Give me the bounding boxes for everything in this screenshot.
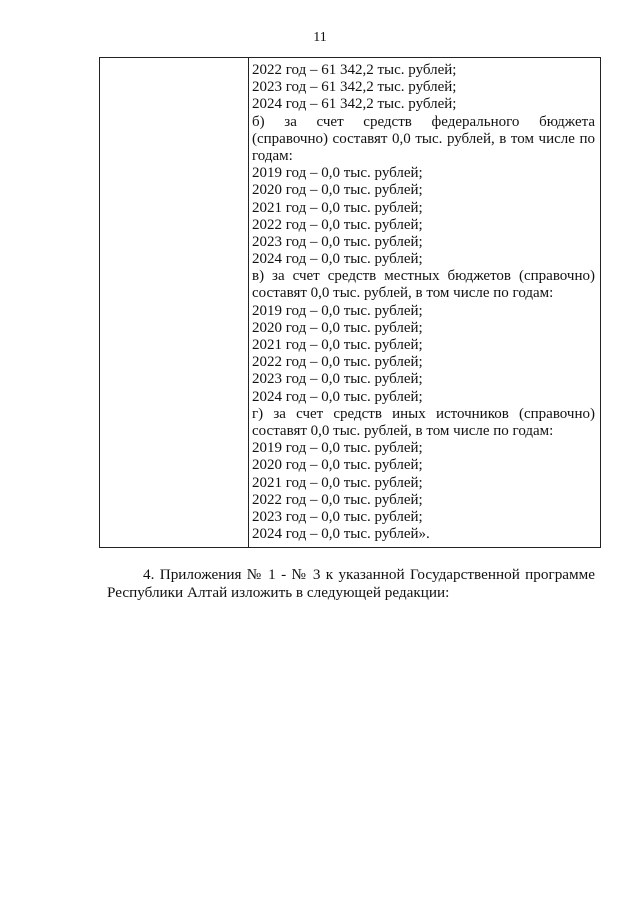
table-line: 2022 год – 0,0 тыс. рублей; xyxy=(252,354,423,371)
paragraph-line: 4. Приложения № 1 - № 3 к указанной Государственной программе xyxy=(143,566,595,583)
table-line: в) за счет средств местных бюджетов (справочно) xyxy=(252,268,595,285)
table-line: составят 0,0 тыс. рублей, в том числе по годам: xyxy=(252,422,554,439)
table-cell-content xyxy=(252,62,595,543)
body-paragraph xyxy=(107,566,595,602)
table-frame xyxy=(99,57,601,548)
column-divider xyxy=(248,58,249,547)
table-line: 2020 год – 0,0 тыс. рублей; xyxy=(252,319,423,336)
table-line: 2024 год – 0,0 тыс. рублей; xyxy=(252,388,423,405)
table-line: г) за счет средств иных источников (справочно) xyxy=(252,405,595,422)
table-line: 2020 год – 0,0 тыс. рублей; xyxy=(252,182,423,199)
table-line: 2021 год – 0,0 тыс. рублей; xyxy=(252,474,423,491)
paragraph-line: Республики Алтай изложить в следующей редакции: xyxy=(107,584,450,601)
table-line: 2023 год – 61 342,2 тыс. рублей; xyxy=(252,79,457,96)
table-line: (справочно) составят 0,0 тыс. рублей, в том числе по xyxy=(252,130,595,147)
table-line: 2019 год – 0,0 тыс. рублей; xyxy=(252,302,423,319)
table-line: 2021 год – 0,0 тыс. рублей; xyxy=(252,337,423,353)
table-line: 2022 год – 0,0 тыс. рублей; xyxy=(252,216,423,233)
table-line: 2024 год – 0,0 тыс. рублей». xyxy=(252,526,430,543)
table-line: 2020 год – 0,0 тыс. рублей; xyxy=(252,457,423,474)
table-line: составят 0,0 тыс. рублей, в том числе по годам: xyxy=(252,285,554,302)
table-line: 2021 год – 0,0 тыс. рублей; xyxy=(252,199,423,216)
table-line: 2024 год – 0,0 тыс. рублей; xyxy=(252,251,423,268)
table-line: б) за счет средств федерального бюджета xyxy=(252,113,595,130)
table-line: 2024 год – 61 342,2 тыс. рублей; xyxy=(252,96,457,113)
table-line: 2019 год – 0,0 тыс. рублей; xyxy=(252,165,423,182)
table-line: 2022 год – 61 342,2 тыс. рублей; xyxy=(252,62,457,78)
table-line: 2019 год – 0,0 тыс. рублей; xyxy=(252,440,423,457)
table-line: годам: xyxy=(252,147,293,164)
table-line: 2023 год – 0,0 тыс. рублей; xyxy=(252,508,423,525)
page-number: 11 xyxy=(313,30,327,45)
table-line: 2023 год – 0,0 тыс. рублей; xyxy=(252,371,423,388)
table-line: 2022 год – 0,0 тыс. рублей; xyxy=(252,491,423,508)
table-line: 2023 год – 0,0 тыс. рублей; xyxy=(252,233,423,250)
